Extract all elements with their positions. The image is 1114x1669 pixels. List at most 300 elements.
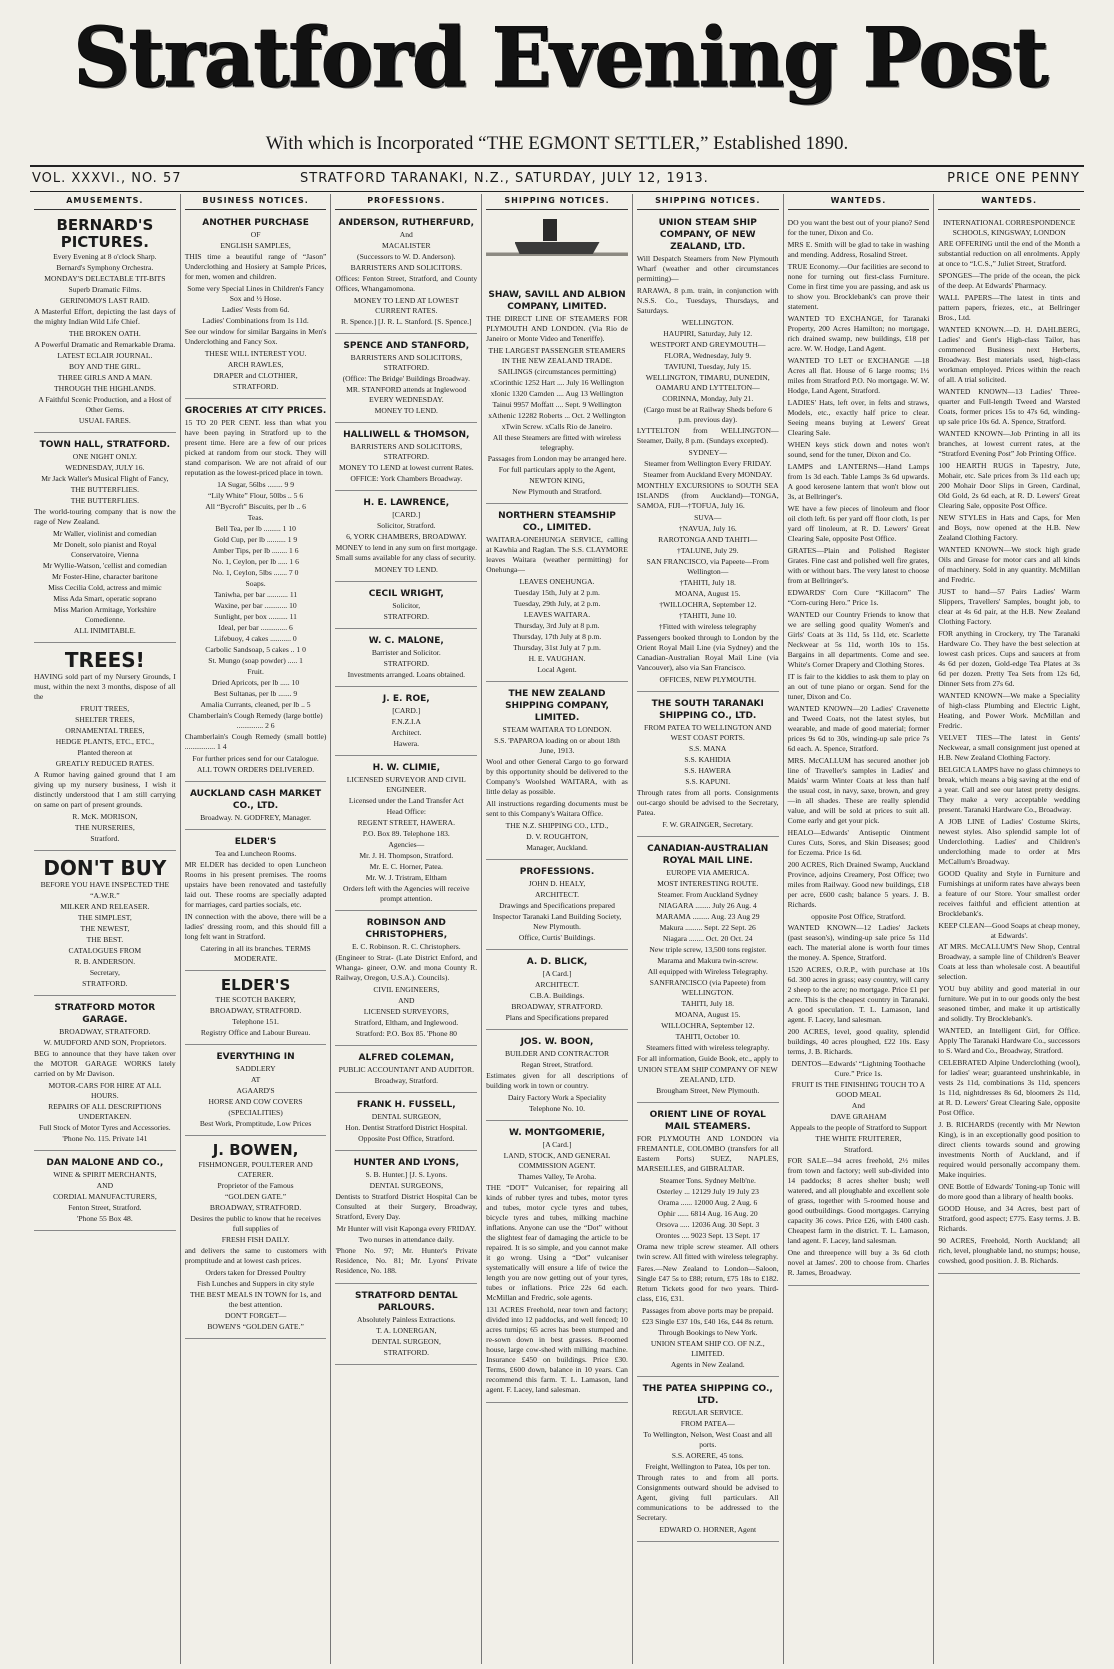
ad-text: Thames Valley, Te Aroha.: [517, 1172, 597, 1181]
ad-text: Amber Tips, per lb ........ 1 6: [212, 546, 299, 555]
ad-text: DENTOS—Edwards' “Lightning Toothache Cure.” Price 1s.: [791, 1059, 926, 1078]
ad-text: THE BEST.: [86, 935, 124, 944]
column-heading: SHIPPING NOTICES.: [486, 194, 628, 210]
ad-text: R. B. ANDERSON.: [74, 957, 136, 966]
ad-text: Offices: Fenton Street, Stratford, and County Offices, Whangamomona.: [335, 274, 478, 293]
advertisement: [637, 1380, 779, 1542]
ad-text: Passages from London may be arranged here.: [487, 454, 627, 463]
ad-text: LAND, STOCK, AND GENERAL COMMISSION AGENT.: [503, 1151, 611, 1170]
ad-text: Mr Jack Waller's Musical Flight of Fancy,: [41, 474, 169, 483]
ad-text: Mr Wyllie-Watson, 'cellist and comedian: [42, 561, 167, 570]
ad-text: C.B.A. Buildings.: [529, 991, 585, 1000]
ad-text: D. V. ROUGHTON,: [526, 832, 588, 841]
ad-text: And: [399, 230, 413, 239]
ad-text: HORSE AND COW COVERS: [208, 1097, 303, 1106]
ad-title: ELDER'S: [234, 837, 277, 847]
ad-text: THE BEST MEALS IN TOWN for 1s, and the best attention.: [189, 1290, 322, 1309]
advertisement: [185, 214, 327, 399]
advertisement: [486, 685, 628, 860]
ad-text: Catering in all its branches. TERMS MODERATE.: [200, 944, 311, 963]
ad-text: (Successors to W. D. Anderson).: [357, 252, 456, 261]
ad-text: Passengers booked through to London by the Orient Royal Mail Line (via Sydney) and the Canadian-Australian Royal Mail Line (via Vancouver), also via San Francisco.: [636, 633, 779, 672]
ad-text: AT: [250, 1075, 261, 1084]
ad-text: BROADWAY, STRATFORD.: [59, 1027, 151, 1036]
ad-text: DENTAL SURGEON,: [371, 1337, 441, 1346]
ad-text: Brougham Street, New Plymouth.: [656, 1086, 760, 1095]
ad-text: Inspector Taranaki Land Building Society, New Plymouth.: [492, 912, 622, 931]
ad-text: Through rates to and from all ports. Consignments outward should be advised to Agent, giving full particulars. All communications to be addressed to the Secretary.: [636, 1473, 779, 1522]
ad-text: Marama and Makura twin-screw.: [657, 956, 759, 965]
ad-text: Ophir ...... 6814 Aug. 16 Aug. 20: [657, 1209, 758, 1218]
ad-text: OF: [250, 230, 261, 239]
ad-text: “GOLDEN GATE.”: [225, 1192, 287, 1201]
ad-text: Every Evening at 8 o'clock Sharp.: [53, 252, 157, 261]
ad-text: Mr Donelt, solo pianist and Royal Conservatoire, Vienna: [53, 540, 157, 559]
ad-text: SANFRANCISCO (via Papeete) from WELLINGTON.: [649, 978, 766, 997]
ad-text: ALL INIMITABLE.: [73, 626, 136, 635]
ad-text: FRUIT TREES,: [80, 704, 130, 713]
ad-text: S. B. Hunter.] [J. S. Lyons.: [365, 1170, 448, 1179]
ad-title: THE NEW ZEALAND SHIPPING COMPANY, LIMITED.: [505, 689, 609, 723]
ad-text: AGAARD'S: [236, 1086, 275, 1095]
ad-text: 1A Sugar, 56lbs ........ 9 9: [217, 480, 295, 489]
ad-text: Registry Office and Labour Bureau.: [200, 1028, 311, 1037]
ad-text: Solicitor,: [392, 601, 421, 610]
ad-text: ENGLISH SAMPLES,: [220, 241, 291, 250]
ad-text: 200 ACRES, Rich Drained Swamp, Auckland Province, adjoins Creamery, Post Office; two miles from Railway. Good new buildings, £18 per acre, £600 cash; balance 5 years. J. B. Richards.: [787, 860, 930, 909]
ad-text: Makura ......... Sept. 22 Sept. 26: [659, 923, 756, 932]
ad-title: ALFRED COLEMAN,: [358, 1053, 455, 1063]
ad-text: BARRISTERS AND SOLICITORS, STRATFORD.: [350, 442, 463, 461]
ad-text: SHELTER TREES,: [75, 715, 135, 724]
ad-text: Best Work, Promptitude, Low Prices: [199, 1119, 312, 1128]
ad-text: Freight, Wellington to Patea, 10s per ton.: [645, 1462, 771, 1471]
ad-text: Miss Ada Smart, operatic soprano: [53, 594, 157, 603]
ad-text: MONEY TO LEND AT LOWEST CURRENT RATES.: [353, 296, 459, 315]
ad-text: THE “DOT” Vulcaniser, for repairing all kinds of rubber tyres and tubes, motor tyres and tubes, motor cycle tyres and tubes, bicycle tyres and tubes, milking machine inflations. Anyone can use the “Dot” without the slightest fear of damaging the article to be repaired. It is so simple, and you cannot make it go wrong. Using a “Dot” vulcaniser systematically will ensure a life of twice the length you are now getting out of your tyres, tubes or inflations. Price 22s 6d each. McMillan and Fredric, sole agents.: [486, 1183, 628, 1302]
advertisement: [185, 974, 327, 1045]
ad-text: MRS. McCALLUM has secured another job line of Traveller's samples in Ladies' and Maids' warm Winter Coats at less than half the usual cost, in navy, saxe, brown, and grey—in all shades. These are really splendid value, and will be sold at prices to suit all. Come early and get your pick.: [787, 756, 930, 825]
ad-text: HAVING sold part of my Nursery Grounds, I must, within the next 3 months, dispose of all the: [34, 672, 176, 701]
ad-title: JOS. W. BOON,: [520, 1037, 594, 1047]
ad-text: Chamberlain's Cough Remedy (small bottle) ................ 1 4: [184, 732, 327, 751]
ad-text: THE BUTTERFLIES.: [70, 485, 140, 494]
ad-text: STRATFORD.: [383, 612, 429, 621]
ad-text: 'Phone 55 Box 48.: [76, 1214, 133, 1223]
ad-text: (Cargo must be at Railway Sheds before 6 p.m. previous day).: [643, 405, 772, 424]
ad-title: HUNTER AND LYONS,: [353, 1158, 460, 1168]
ad-text: BOWEN'S “GOLDEN GATE.”: [207, 1322, 304, 1331]
ad-text: STEAM WAITARA TO LONDON.: [502, 725, 612, 734]
ad-text: Office, Curtis' Buildings.: [518, 933, 596, 942]
ad-text: WANTED, an Intelligent Girl, for Office. Apply The Taranaki Hardware Co., successors to S. Ward and Co., Broadway, Stratford.: [938, 1026, 1081, 1055]
ad-text: Tea and Luncheon Rooms.: [214, 849, 297, 858]
ad-text: For full particulars apply to the Agent,: [498, 465, 616, 474]
ad-text: BUILDER AND CONTRACTOR: [504, 1049, 610, 1058]
ad-text: MONEY to lend in any sum on first mortgage. Small sums available for any class of security.: [335, 543, 478, 562]
ad-text: Ladies' Vests from 6d.: [221, 305, 290, 314]
ad-text: GREATLY REDUCED RATES.: [55, 759, 155, 768]
advertisement: [486, 1124, 628, 1403]
ad-title: ELDER'S: [220, 976, 291, 994]
ad-text: HEALO—Edwards' Antiseptic Ointment Cures Cuts, Sores, and Skin Diseases; good for Eczema. Price 1s 6d.: [787, 828, 930, 857]
ad-text: Agents in New Zealand.: [670, 1360, 745, 1369]
ad-text: Through rates from all ports. Consignments out-cargo should be advised to the Secretary, Patea.: [636, 788, 779, 817]
ad-text: NIAGARA ........ July 26 Aug. 4: [658, 901, 757, 910]
ad-text: SYDNEY—: [688, 448, 727, 457]
advertisement: [486, 863, 628, 950]
price: PRICE ONE PENNY: [947, 171, 1080, 186]
ad-title: W. C. MALONE,: [368, 636, 444, 646]
ad-text: RARAWA, 8 p.m. train, in conjunction with N.S.S. Co., Tuesdays, Thursdays, and Saturdays.: [636, 286, 779, 315]
ad-text: FRUIT IS THE FINISHING TOUCH TO A GOOD MEAL: [791, 1080, 926, 1099]
ad-text: 100 HEARTH RUGS in Tapestry, Jute, Mohair, etc. Sale prices from 3s 11d each up; 200 Mohair Door Slips in Green, Cardinal, Old Gold, 2s 6d each, at R. D. Lewers' Great Clearing Sale, opposite Post Office.: [938, 461, 1081, 510]
ad-text: †Fitted with wireless telegraphy: [658, 622, 757, 631]
ad-text: YOU buy ability and good material in our furniture. We put in to our goods only the best seasoned timber, and make it up artistically and solidly. Try Brocklebank's.: [938, 984, 1081, 1023]
ad-text: (SPECIALITIES): [228, 1108, 283, 1117]
ad-text: [CARD.]: [392, 510, 421, 519]
ad-text: Fenton Street, Stratford.: [68, 1203, 142, 1212]
newspaper-columns: [30, 194, 1084, 1664]
ad-text: Orama new triple screw steamer. All others twin screw. All fitted with wireless telegraphy.: [636, 1242, 779, 1261]
ad-title: J. E. ROE,: [382, 694, 430, 704]
ad-text: BARRISTERS AND SOLICITORS, STRATFORD.: [350, 353, 463, 372]
ad-text: Stratford: P.O. Box 85. 'Phone 80: [355, 1029, 457, 1038]
advertisement: [335, 690, 477, 756]
ad-text: St. Mungo (soap powder) ..... 1: [208, 656, 303, 665]
ad-title: H. E. LAWRENCE,: [363, 498, 450, 508]
ad-text: AT MRS. McCALLUM'S New Shop, Central Broadway, a sample line of Children's Beaver Coats at less than wholesale cost. A beautiful selection.: [938, 942, 1081, 981]
ad-text: Steamer Tons. Sydney Melb'ne.: [659, 1176, 756, 1185]
ad-text: UNION STEAM SHIP CO. OF N.Z., LIMITED.: [650, 1339, 765, 1358]
ad-text: USUAL FARES.: [78, 416, 131, 425]
ad-text: PUBLIC ACCOUNTANT AND AUDITOR.: [338, 1065, 474, 1074]
ad-text: LATEST ECLAIR JOURNAL.: [57, 351, 153, 360]
column-1: [30, 194, 181, 1664]
ad-title: EVERYTHING IN: [216, 1052, 295, 1062]
ad-text: REGENT STREET, HAWERA.: [357, 818, 455, 827]
ad-text: For all information, Guide Book, etc., apply to: [636, 1054, 779, 1063]
ad-text: Mr. E. C. Horner, Patea.: [369, 862, 443, 871]
ad-text: Architect.: [391, 728, 422, 737]
ad-text: MONEY TO LEND at lowest current Rates.: [338, 463, 474, 472]
ad-text: WILLOCHRA, September 12.: [661, 1021, 755, 1030]
advertisement: [34, 214, 176, 433]
ad-text: LYTTELTON from WELLINGTON—Steamer, Daily, 8 p.m. (Sundays excepted).: [636, 426, 779, 445]
ad-text: Orders left with the Agencies will receive prompt attention.: [343, 884, 470, 903]
ad-text: Dentists to Stratford District Hospital Can be Consulted at their Surgery, Broadway, Stratford, Every Day.: [335, 1192, 478, 1221]
ad-text: INTERNATIONAL CORRESPONDENCE SCHOOLS, KINGSWAY, LONDON: [942, 218, 1076, 237]
ad-title: HALLIWELL & THOMSON,: [343, 430, 470, 440]
advertisement: [335, 914, 477, 1046]
ad-text: WAITARA-ONEHUNGA SERVICE, calling at Kawhia and Raglan. The S.S. CLAYMORE leaves Waitara (weather permitting) for Onehunga—: [486, 535, 628, 574]
ad-text: Waxine, per bar ............ 10: [214, 601, 297, 610]
ad-text: REPAIRS OF ALL DESCRIPTIONS UNDERTAKEN.: [48, 1102, 162, 1121]
ad-text: CELEBRATED Alpine Underclothing (wool), for ladies' wear; guaranteed unshrinkable, in vests 2s 11d, combinations 3s 11d, spencers 1s 11d, nightdresses 8s 6d, bloomers 2s 11d, at R. D. Lewers' Great Clearing Sale, opposite Post Office.: [938, 1058, 1081, 1117]
ad-text: ARCH RAWLES,: [227, 360, 284, 369]
dateline-bar: [30, 165, 1084, 192]
ad-text: Amalia Currants, cleaned, per lb .. 5: [200, 700, 311, 709]
ad-text: ALL TOWN ORDERS DELIVERED.: [197, 765, 315, 774]
ad-text: RAROTONGA AND TAHITI—: [658, 535, 758, 544]
ad-text: EDWARDS' Corn Cure “Killacorn” The “Corn-curing Hero.” Price 1s.: [787, 588, 930, 607]
ad-title: UNION STEAM SHIP COMPANY, OF NEW ZEALAND, LTD.: [658, 218, 757, 252]
advertisement: [34, 1154, 176, 1231]
ad-text: WANTED KNOWN—Job Printing in all its branches, at lowest current rates, at the “Stratford Evening Post” Job Printing Office.: [938, 429, 1081, 458]
ad-text: F. W. GRAINGER, Secretary.: [662, 820, 754, 829]
ad-text: A Faithful Scenic Production, and a Host of Other Gems.: [38, 395, 172, 414]
ad-title: H. W. CLIMIE,: [372, 763, 440, 773]
ad-text: Orders taken for Dressed Poultry: [205, 1268, 306, 1277]
ad-text: DON'T FORGET—: [224, 1311, 287, 1320]
ad-text: MONEY TO LEND.: [374, 406, 438, 415]
ad-text: Two nurses in attendance daily.: [358, 1235, 454, 1244]
advertisement: [637, 214, 779, 692]
steamship-illustration: [486, 214, 628, 284]
ad-text: Bernard's Symphony Orchestra.: [56, 263, 154, 272]
ad-text: Telephone No. 10.: [529, 1104, 586, 1113]
column-7: [934, 194, 1084, 1664]
ad-text: WANTED KNOWN—We stock high grade Oils and Grease for motor cars and all kinds of machinery. Sold in any quantity. McMillan and Fredric.: [938, 545, 1081, 584]
ad-text: CORINNA, Monday, July 21.: [662, 394, 754, 403]
ad-title: GROCERIES AT CITY PRICES.: [184, 406, 327, 416]
ad-text: Planted thereon at: [77, 748, 133, 757]
ad-text: Mr Foster-Hine, character baritone: [52, 572, 158, 581]
ad-text: No. 1, Ceylon, 5lbs ....... 7 0: [212, 568, 299, 577]
ad-text: All these Steamers are fitted with wireless telegraphy.: [492, 433, 622, 452]
ad-text: SAN FRANCISCO, via Papeete—From Wellington—: [646, 557, 769, 576]
ad-title: ANDERSON, RUTHERFURD,: [338, 218, 475, 228]
ad-text: Broadway, Stratford.: [374, 1076, 438, 1085]
ad-text: Estimates given for all descriptions of building work in town or country.: [486, 1071, 628, 1090]
ad-text: AND: [96, 1181, 114, 1190]
ad-text: FROM PATEA—: [680, 1419, 735, 1428]
newspaper-title: Stratford Evening Post: [72, 9, 1048, 106]
ad-text: Soaps.: [245, 579, 266, 588]
ad-text: Sunlight, per box .......... 11: [214, 612, 297, 621]
ad-text: New triple screw, 13,500 tons register.: [649, 945, 767, 954]
ad-text: †TAHITI, June 10.: [678, 611, 737, 620]
ad-text: WHEN keys stick down and notes won't sound, send for the tuner, Dixon and Co.: [787, 440, 930, 459]
ad-title: NORTHERN STEAMSHIP CO., LIMITED.: [498, 511, 616, 533]
ad-text: THE BUTTERFLIES.: [70, 496, 140, 505]
ad-text: Lifebuoy, 4 cakes ........... 0: [214, 634, 297, 643]
ad-text: WELLINGTON, TIMARU, DUNEDIN, OAMARU AND LYTTELTON—: [645, 373, 770, 392]
ad-text: ARCHITECT.: [535, 890, 579, 899]
ad-text: CORDIAL MANUFACTURERS,: [52, 1192, 157, 1201]
ad-text: MR ELDER has decided to open Luncheon Rooms in his present premises. The rooms upstairs have been renovated and tastefully laid out. These rooms are specially adapted for marriages, card parties socials, etc.: [184, 860, 327, 909]
ad-text: All instructions regarding documents must be sent to this Company's Waitara Office.: [486, 799, 628, 818]
ad-text: ORNAMENTAL TREES,: [65, 726, 145, 735]
ad-title: J. BOWEN,: [212, 1141, 299, 1159]
ad-text: xAthenic 12282 Roberts ... Oct. 2 Wellington: [488, 411, 626, 420]
ad-text: Through Bookings to New York.: [657, 1328, 758, 1337]
ad-text: Thursday, 31st July at 7 p.m.: [513, 643, 601, 652]
ad-text: Orontes .... 9023 Sept. 13 Sept. 17: [655, 1231, 760, 1240]
ad-text: A JOB LINE of Ladies' Costume Skirts, newest styles. Also splendid sample lot of Underclothing. Ladies' and Children's underclothing made to order at Mrs McCallum's Broadway.: [938, 817, 1081, 866]
ad-text: S.S. KAHIDIA: [684, 755, 732, 764]
ad-text: FISHMONGER, POULTERER AND CATERER.: [198, 1160, 313, 1179]
ad-title: BERNARD'S PICTURES.: [56, 216, 154, 251]
ad-text: DAVE GRAHAM: [830, 1112, 887, 1121]
advertisement: [335, 759, 477, 911]
advertisement: [34, 854, 176, 996]
ad-text: TAHITI, October 10.: [675, 1032, 740, 1041]
ad-title: ROBINSON AND CHRISTOPHERS,: [365, 918, 448, 940]
ad-text: BOY AND THE GIRL.: [69, 362, 141, 371]
ad-text: FOR SALE—94 acres freehold, 2½ miles from town and factory; well sub-divided into 14 paddocks; 8 acres shelter bush; well watered, and all ploughable and excellent sole of grass, together with 5-roomed house and good outbuildings. Good mortgages. Carrying capacity 36 cows. Price £26, with £400 cash. Cheapest farm in the district. T. L. Lamason, land agent. F. Lacey, land salesman.: [787, 1156, 930, 1245]
advertisement: [335, 337, 477, 423]
ad-text: Miss Cecilia Cold, actress and mimic: [48, 583, 162, 592]
ad-text: MR. STANFORD attends at Inglewood EVERY WEDNESDAY.: [346, 385, 467, 404]
ad-text: EDWARD O. HORNER, Agent: [659, 1525, 757, 1534]
ad-text: †WILLOCHRA, September 12.: [659, 600, 757, 609]
ad-text: “Lily White” Flour, 50lbs .. 5 6: [208, 491, 304, 500]
ad-title: TOWN HALL, STRATFORD.: [39, 440, 171, 450]
ad-text: BEG to announce that they have taken over the MOTOR GARAGE WORKS lately carried on by Mr Davison.: [34, 1049, 176, 1078]
ad-text: LEAVES WAITARA.: [523, 610, 591, 619]
ad-text: STRATFORD.: [383, 659, 429, 668]
ad-text: Thursday, 17th July at 8 p.m.: [512, 632, 602, 641]
ad-text: ARE OFFERING until the end of the Month a substantial reduction on all enrolments. Apply at once to “I.C.S.,” Juliet Street, Stratford.: [938, 239, 1081, 268]
ad-title: W. MONTGOMERIE,: [509, 1128, 606, 1138]
ad-text: REGULAR SERVICE.: [672, 1408, 744, 1417]
ad-text: H. E. VAUGHAN.: [528, 654, 586, 663]
ad-text: KEEP CLEAN—Good Soaps at cheap money, at Edwards'.: [938, 921, 1080, 940]
ad-text: ONE Bottle of Edwards' Toning-up Tonic will do more good than a library of health books.: [938, 1182, 1081, 1201]
ad-text: Teas.: [247, 513, 264, 522]
ad-text: FROM PATEA TO WELLINGTON AND WEST COAST PORTS.: [644, 723, 772, 742]
ad-text: S.S. KAPUNI.: [685, 777, 731, 786]
ad-text: £23 Single £37 10s, £40 16s, £44 8s return.: [641, 1317, 774, 1326]
ad-text: To Wellington, Nelson, West Coast and all ports.: [643, 1430, 773, 1449]
advertisement: [637, 695, 779, 837]
ad-text: For further prices send for our Catalogue.: [192, 754, 319, 763]
ad-text: †NAVUA, July 16.: [678, 524, 737, 533]
advertisement: [34, 436, 176, 643]
ad-text: S.S. 'PAPAROA loading on or about 18th June, 1913.: [494, 736, 620, 755]
ad-text: MOANA, August 15.: [675, 589, 741, 598]
ad-text: SUVA—: [694, 513, 722, 522]
ad-text: No. 1, Ceylon, per lb ..... 1 6: [212, 557, 299, 566]
ad-text: WANTED KNOWN—12 Ladies' Jackets (past season's), winding-up sale price 5s 11d each. The material alone is worth four times the money. A. Spence, Stratford.: [787, 923, 930, 962]
ad-title: TREES!: [64, 648, 145, 672]
ad-text: MONDAY'S DELECTABLE TIT-BITS: [44, 274, 166, 283]
ad-text: MARAMA ......... Aug. 23 Aug 29: [655, 912, 760, 921]
ad-text: BROADWAY, STRATFORD.: [511, 1002, 603, 1011]
ad-text: E. C. Robinson. R. C. Christophers.: [351, 942, 461, 951]
ad-text: ONE NIGHT ONLY.: [72, 452, 137, 461]
ad-text: THE LARGEST PASSENGER STEAMERS IN THE NEW ZEALAND TRADE.: [488, 346, 626, 365]
ad-text: THE NURSERIES,: [74, 823, 135, 832]
ad-text: MOTOR-CARS FOR HIRE AT ALL HOURS.: [48, 1081, 162, 1100]
ad-text: Bell Tea, per lb ......... 1 10: [215, 524, 296, 533]
ad-text: THREE GIRLS AND A MAN.: [57, 373, 152, 382]
ad-text: LAMPS and LANTERNS—Hand Lamps from 1s 3d each. Table Lamps 3s 6d upwards. A good kerosene lantern that won't blow out 3s, at Bellringer's.: [787, 462, 930, 501]
ad-text: WINE & SPIRIT MERCHANTS,: [53, 1170, 157, 1179]
ad-text: AND: [398, 996, 415, 1005]
ad-text: MONEY TO LEND.: [374, 565, 438, 574]
ad-text: 131 ACRES Freehold, near town and factory; divided into 12 paddocks, and well fenced; 10 acres turnips; 65 acres has been stumped and re-sown down in best grasses. 8-roomed house, large cow-shed with milking machine. Insurance £450 on buildings. Price £30. Terms, £600 down, balance in 10 years. Can recommend this farm. T. L. Lamason, land agent. F. Lacey, land salesman.: [486, 1305, 628, 1394]
ad-text: UNION STEAM SHIP COMPANY OF NEW ZEALAND, LTD.: [637, 1065, 778, 1084]
ad-text: THE WHITE FRUITERER,: [815, 1134, 902, 1143]
ad-text: Some very Special Lines in Children's Fancy Sox and ½ Hose.: [187, 284, 324, 303]
ad-text: “A.W.R.”: [90, 891, 120, 900]
ad-title: FRANK H. FUSSELL,: [356, 1100, 456, 1110]
ad-text: VELVET TIES—The latest in Gents' Neckwear, a small consignment just opened at H.B. New Zealand Clothing Factory.: [938, 733, 1081, 762]
ad-text: (Office: The Bridge' Buildings Broadway.: [342, 374, 470, 383]
ad-text: WANTED KNOWN.—D. H. DAHLBERG, Ladies' and Gent's High-class Tailor, has commenced Business next Herberts, Broadway. Best materials used, high-class workman employed. Prices within the reach of all. A trial solicited.: [938, 325, 1081, 384]
ad-text: WANTED TO EXCHANGE, for Taranaki Property, 200 Acres Hamilton; no mortgage, rich drained swamp, new buildings, £18 per acre. W. W. Hodge, Land Agent.: [787, 314, 930, 353]
advertisement: [486, 286, 628, 504]
ad-text: Telephone 151.: [232, 1017, 279, 1026]
ad-text: Carbolic Sandsoap, 5 cakes .. 1 0: [205, 645, 306, 654]
ad-text: LEAVES ONEHUNGA.: [519, 577, 595, 586]
advertisement: [335, 632, 477, 687]
ad-text: One and threepence will buy a 3s 6d cloth novel at James'. 200 to choose from. Charles R. James, Broadway.: [787, 1248, 930, 1277]
ad-title: THE SOUTH TARANAKI SHIPPING CO., LTD.: [651, 699, 764, 721]
ad-text: WELLINGTON.: [681, 318, 734, 327]
masthead-subtitle: With which is Incorporated “THE EGMONT SETTLER,” Established 1890.: [265, 133, 849, 154]
ad-text: A Rumor having gained ground that I am giving up my nursery business, I wish it distinctly understood that I am still carrying on same on part of present grounds.: [34, 770, 176, 809]
ad-text: OFFICES, NEW PLYMOUTH.: [659, 675, 757, 684]
ad-text: GERINOMO'S LAST RAID.: [60, 296, 150, 305]
column-6: [784, 194, 935, 1664]
ad-text: Stratford.: [90, 834, 120, 843]
ad-text: See our window for similar Bargains in Men's Underclothing and Fancy Sox.: [184, 327, 327, 346]
ad-text: Thursday, 3rd July at 8 p.m.: [514, 621, 600, 630]
ad-text: Dried Apricots, per lb ..... 10: [212, 678, 300, 687]
ad-text: And: [851, 1101, 865, 1110]
ad-text: ARCHITECT.: [535, 980, 579, 989]
advertisement: [185, 833, 327, 971]
ad-text: STRATFORD.: [82, 979, 128, 988]
column-2: [181, 194, 332, 1664]
ad-text: S.S. AORERE, 45 tons.: [671, 1451, 744, 1460]
ad-text: 6, YORK CHAMBERS, BROADWAY.: [346, 532, 467, 541]
ad-text: THE DIRECT LINE OF STEAMERS FOR PLYMOUTH AND LONDON. (Via Rio de Janeiro or Monte Video and Teneriffe).: [486, 314, 628, 343]
ad-text: HEDGE PLANTS, ETC., ETC.,: [55, 737, 154, 746]
ad-text: New Plymouth and Stratford.: [512, 487, 602, 496]
ad-text: Manager, Auckland.: [526, 843, 588, 852]
ad-text: WE have a few pieces of linoleum and floor oil cloth left. 6s per yard off floor cloth, 1s per yard off linoleum, at R. D. Lewers' Great Clearing Sale, opposite Post Office.: [787, 504, 930, 543]
column-heading: BUSINESS NOTICES.: [185, 194, 327, 210]
ad-title: CANADIAN-AUSTRALIAN ROYAL MAIL LINE.: [647, 844, 769, 866]
ad-text: †TALUNE, July 29.: [677, 546, 739, 555]
ad-text: [CARD.]: [392, 706, 421, 715]
ad-text: Absolutely Painless Extractions.: [357, 1315, 456, 1324]
advertisement: [788, 214, 930, 1286]
ad-text: GOOD House, and 34 Acres, best part of Stratford, good aspect; £775. Easy terms. J. B. Richards.: [938, 1204, 1081, 1233]
ad-text: THESE WILL INTEREST YOU.: [204, 349, 307, 358]
ad-title: ORIENT LINE OF ROYAL MAIL STEAMERS.: [649, 1110, 766, 1132]
ad-text: Ideal, per bar .............. 6: [218, 623, 293, 632]
ad-text: THE SCOTCH BAKERY,: [215, 995, 296, 1004]
ad-text: 90 ACRES, Freehold, North Auckland; all rich, level, ploughable land, no stumps; house, cowshed, good position. J. B. Richards.: [938, 1236, 1081, 1265]
ad-text: WALL PAPERS—The latest in tints and pattern papers, friezes, etc., at Bellringer Bros., Ltd.: [938, 293, 1081, 322]
ad-text: FLORA, Wednesday, July 9.: [664, 351, 752, 360]
ad-text: Fish Lunches and Suppers in city style: [196, 1279, 315, 1288]
ad-text: Steamer from Auckland Every MONDAY.: [643, 470, 773, 479]
ad-text: WANTED our Country Friends to know that we are selling good quality Women's and Girls' Coats at 3s 11d, 5s 11d, etc. Scarlette Neckwear at 5s 11d, worth 10s to 15s. Bargains in all departments. Come and see. White's Corner Drapery and Clothing Stores.: [787, 610, 930, 669]
ad-text: BROADWAY, STRATFORD.: [209, 1006, 302, 1015]
ad-text: FOR PLYMOUTH AND LONDON via FREMANTLE, COLOMBO (transfers for all Eastern Ports) SUEZ, NAPLES, MARSEILLES, and GIBRALTAR.: [636, 1134, 779, 1173]
ad-text: 'Phone No. 115. Private 141: [62, 1134, 148, 1143]
ad-text: TAHITI, July 18.: [681, 999, 734, 1008]
ad-title: STRATFORD DENTAL PARLOURS.: [355, 1291, 458, 1313]
ad-text: Ladies' Combinations from 1s 11d.: [202, 316, 309, 325]
advertisement: [486, 507, 628, 682]
